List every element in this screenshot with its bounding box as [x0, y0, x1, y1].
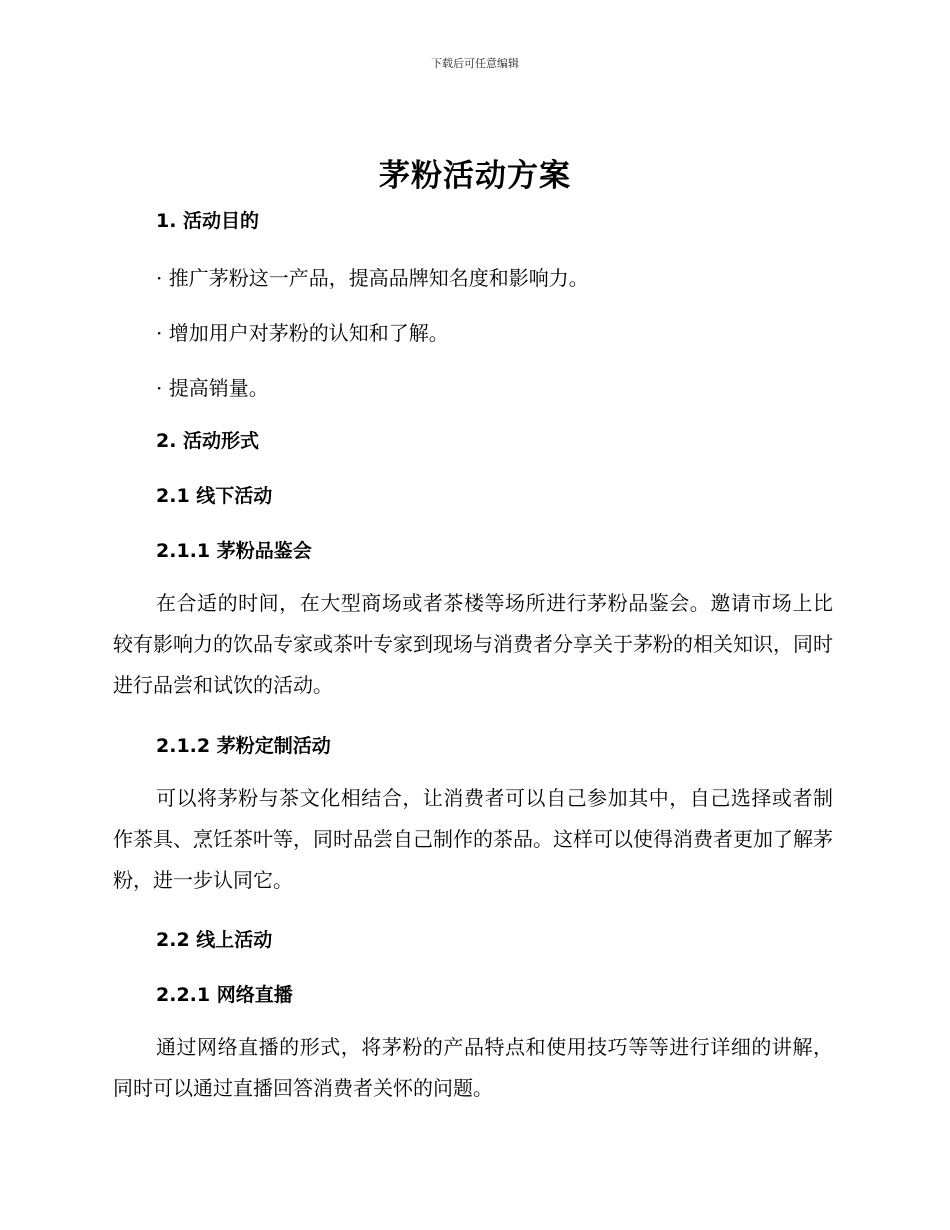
subsection-heading-2-1-1: 2.1.1 茅粉品鉴会 — [156, 540, 312, 562]
header-note: 下载后可任意编辑 — [431, 57, 519, 70]
paragraph-2-1-2: 可以将茅粉与茶文化相结合，让消费者可以自己参加其中，自己选择或者制作茶具、烹饪茶叶等，同时品尝自己制作的茶品。这样可以使得消费者更加了解茅粉，进一步认同它。 — [113, 786, 833, 892]
section-heading-2: 2. 活动形式 — [156, 430, 260, 452]
subsection-heading-2-1-2: 2.1.2 茅粉定制活动 — [156, 735, 331, 757]
paragraph-2-1-1: 在合适的时间，在大型商场或者茶楼等场所进行茅粉品鉴会。邀请市场上比较有影响力的饮品专家或茶叶专家到现场与消费者分享关于茅粉的相关知识，同时进行品尝和试饮的活动。 — [113, 591, 833, 697]
subsection-heading-2-2-1: 2.2.1 网络直播 — [156, 984, 293, 1006]
subsection-heading-2-2: 2.2 线上活动 — [156, 929, 273, 951]
subsection-heading-2-1: 2.1 线下活动 — [156, 485, 273, 507]
section-heading-1: 1. 活动目的 — [156, 210, 260, 232]
document-title: 茅粉活动方案 — [379, 158, 571, 194]
bullet-item: · 提高销量。 — [156, 376, 269, 400]
bullet-item: · 推广茅粉这一产品，提高品牌知名度和影响力。 — [156, 266, 589, 290]
bullet-item: · 增加用户对茅粉的认知和了解。 — [156, 321, 449, 345]
paragraph-2-2-1: 通过网络直播的形式，将茅粉的产品特点和使用技巧等等进行详细的讲解，同时可以通过直播回答消费者关怀的问题。 — [113, 1035, 833, 1100]
